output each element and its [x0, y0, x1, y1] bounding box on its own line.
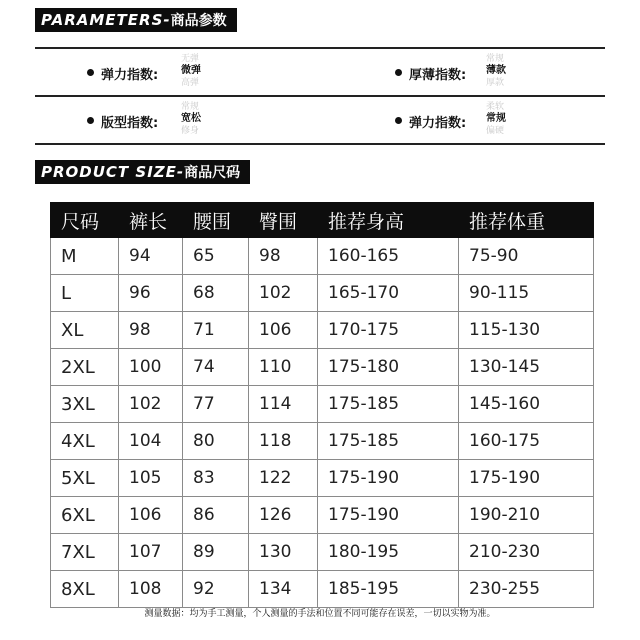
cell-length: 107 — [119, 534, 183, 571]
param-options — [486, 101, 526, 137]
cell-weight: 160-175 — [459, 423, 594, 460]
param-options — [181, 53, 221, 89]
product-size-title-zh: 商品尺码 — [184, 165, 241, 181]
cell-length: 102 — [119, 386, 183, 423]
cell-size: L — [51, 275, 119, 312]
option: 无弹 — [181, 54, 200, 64]
option: 柔软 — [486, 102, 505, 112]
bullet-icon — [395, 117, 402, 124]
parameters-title-zh: 商品参数 — [170, 13, 227, 29]
cell-hip: 98 — [249, 238, 318, 275]
cell-weight: 190-210 — [459, 497, 594, 534]
cell-length: 106 — [119, 497, 183, 534]
cell-size: 7XL — [51, 534, 119, 571]
cell-weight: 230-255 — [459, 571, 594, 608]
table-row — [51, 312, 594, 349]
param-fit: 版型指数: 常规 宽松 修身 — [35, 96, 320, 144]
cell-height: 175-185 — [318, 386, 459, 423]
cell-waist: 77 — [183, 386, 249, 423]
cell-waist: 74 — [183, 349, 249, 386]
product-size-banner — [35, 160, 250, 184]
cell-length: 98 — [119, 312, 183, 349]
measurement-footnote: 测量数据：均为手工测量，个人测量的手法和位置不同可能存在误差，一切以实物为准。 — [144, 609, 496, 619]
param-options — [181, 101, 221, 137]
cell-length: 100 — [119, 349, 183, 386]
cell-weight: 175-190 — [459, 460, 594, 497]
cell-waist: 89 — [183, 534, 249, 571]
cell-height: 170-175 — [318, 312, 459, 349]
option-selected: 微弹 — [181, 65, 201, 76]
option-selected: 常规 — [486, 113, 506, 124]
cell-hip: 106 — [249, 312, 318, 349]
option: 修身 — [181, 126, 200, 136]
cell-length: 108 — [119, 571, 183, 608]
param-label: 弹力指数 — [101, 68, 154, 83]
cell-weight: 90-115 — [459, 275, 594, 312]
param-elasticity: 弹力指数: 无弹 微弹 高弹 — [35, 48, 320, 96]
table-row — [51, 497, 594, 534]
table-row — [51, 386, 594, 423]
parameters-grid — [35, 48, 605, 144]
cell-hip: 130 — [249, 534, 318, 571]
cell-waist: 92 — [183, 571, 249, 608]
cell-height: 175-185 — [318, 423, 459, 460]
bullet-icon — [87, 69, 94, 76]
cell-hip: 126 — [249, 497, 318, 534]
header-hip: 臀围 — [249, 203, 318, 238]
cell-size: M — [51, 238, 119, 275]
cell-weight: 145-160 — [459, 386, 594, 423]
size-table — [50, 202, 594, 608]
parameters-title-en: PARAMETERS- — [41, 11, 171, 29]
cell-hip: 114 — [249, 386, 318, 423]
header-waist: 腰围 — [183, 203, 249, 238]
option-selected: 薄款 — [486, 65, 506, 76]
header-weight: 推荐体重 — [459, 203, 594, 238]
cell-waist: 86 — [183, 497, 249, 534]
cell-length: 96 — [119, 275, 183, 312]
cell-height: 185-195 — [318, 571, 459, 608]
cell-weight: 210-230 — [459, 534, 594, 571]
cell-weight: 75-90 — [459, 238, 594, 275]
cell-size: 4XL — [51, 423, 119, 460]
table-row — [51, 534, 594, 571]
cell-size: 5XL — [51, 460, 119, 497]
bullet-icon — [395, 69, 402, 76]
cell-length: 94 — [119, 238, 183, 275]
cell-size: 8XL — [51, 571, 119, 608]
cell-height: 160-165 — [318, 238, 459, 275]
cell-length: 105 — [119, 460, 183, 497]
option: 高弹 — [181, 78, 200, 88]
table-row — [51, 423, 594, 460]
cell-weight: 130-145 — [459, 349, 594, 386]
cell-waist: 65 — [183, 238, 249, 275]
cell-height: 175-180 — [318, 349, 459, 386]
cell-size: 6XL — [51, 497, 119, 534]
header-height: 推荐身高 — [318, 203, 459, 238]
cell-height: 180-195 — [318, 534, 459, 571]
product-size-title-en: PRODUCT SIZE- — [41, 163, 185, 181]
cell-hip: 122 — [249, 460, 318, 497]
header-length: 裤长 — [119, 203, 183, 238]
table-row — [51, 571, 594, 608]
table-row — [51, 238, 594, 275]
cell-size: XL — [51, 312, 119, 349]
table-row — [51, 460, 594, 497]
header-size: 尺码 — [51, 203, 119, 238]
cell-height: 175-190 — [318, 460, 459, 497]
parameters-banner — [35, 8, 237, 32]
cell-weight: 115-130 — [459, 312, 594, 349]
cell-waist: 83 — [183, 460, 249, 497]
cell-waist: 80 — [183, 423, 249, 460]
param-softness: 弹力指数: 柔软 常规 偏硬 — [320, 96, 605, 144]
cell-height: 165-170 — [318, 275, 459, 312]
cell-size: 3XL — [51, 386, 119, 423]
cell-size: 2XL — [51, 349, 119, 386]
option-selected: 宽松 — [181, 113, 201, 124]
option: 偏硬 — [486, 126, 505, 136]
option: 常规 — [486, 54, 505, 64]
param-label: 版型指数 — [101, 116, 154, 131]
cell-waist: 68 — [183, 275, 249, 312]
param-options — [486, 53, 526, 89]
table-row — [51, 349, 594, 386]
cell-length: 104 — [119, 423, 183, 460]
option: 常规 — [181, 102, 200, 112]
param-thickness: 厚薄指数: 常规 薄款 厚款 — [320, 48, 605, 96]
option: 厚款 — [486, 78, 505, 88]
cell-height: 175-190 — [318, 497, 459, 534]
size-table-header-row — [51, 203, 594, 238]
bullet-icon — [87, 117, 94, 124]
table-row — [51, 275, 594, 312]
cell-waist: 71 — [183, 312, 249, 349]
cell-hip: 102 — [249, 275, 318, 312]
param-label: 弹力指数 — [409, 116, 462, 131]
param-label: 厚薄指数 — [409, 68, 462, 83]
cell-hip: 134 — [249, 571, 318, 608]
cell-hip: 118 — [249, 423, 318, 460]
cell-hip: 110 — [249, 349, 318, 386]
